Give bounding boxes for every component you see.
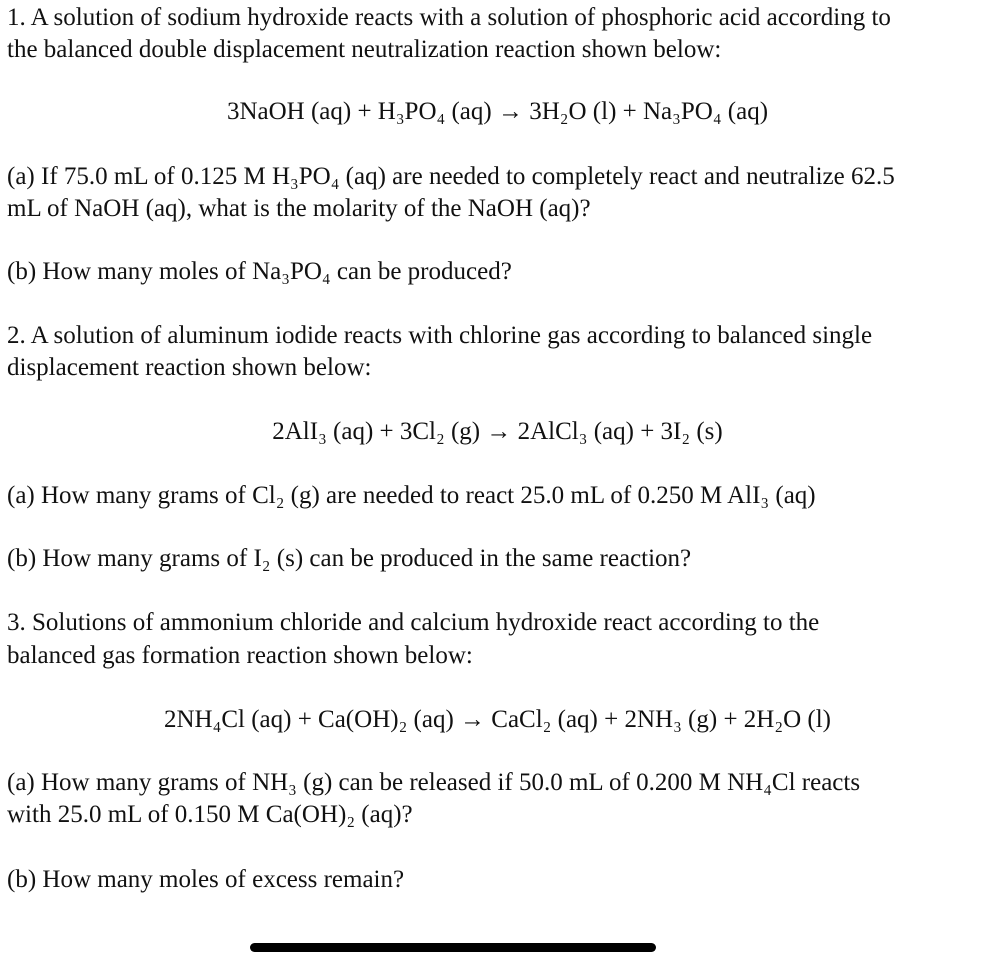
problem-1-part-a-line-1: (a) If 75.0 mL of 0.125 M H₃PO₄ (aq) are needed to completely react and neutralize 62.5 — [7, 163, 895, 190]
problem-2-equation: 2AlI₃ (aq) + 3Cl₂ (g) → 2AlCl₃ (aq) + 3I₂ (s) — [272, 418, 723, 445]
problem-1-intro-line-1: 1. A solution of sodium hydroxide reacts with a solution of phosphoric acid according to — [7, 4, 891, 31]
problem-2-part-b: (b) How many grams of I₂ (s) can be produced in the same reaction? — [7, 545, 692, 572]
problem-2-intro-line-2: displacement reaction shown below: — [7, 354, 372, 381]
problem-1-equation: 3NaOH (aq) + H₃PO₄ (aq) → 3H₂O (l) + Na₃PO₄ (aq) — [226, 98, 769, 125]
problem-3-part-a-line-2: with 25.0 mL of 0.150 M Ca(OH)₂ (aq)? — [7, 801, 413, 828]
problem-3-intro-line-2: balanced gas formation reaction shown below: — [7, 642, 473, 669]
problem-3-intro-line-1: 3. Solutions of ammonium chloride and calcium hydroxide react according to the — [7, 609, 820, 636]
problem-2-intro-line-1: 2. A solution of aluminum iodide reacts with chlorine gas according to balanced single — [7, 322, 873, 349]
problem-3-equation: 2NH₄Cl (aq) + Ca(OH)₂ (aq) → CaCl₂ (aq) + 2NH₃ (g) + 2H₂O (l) — [164, 706, 831, 733]
problem-3-part-a-line-1: (a) How many grams of NH₃ (g) can be released if 50.0 mL of 0.200 M NH₄Cl reacts — [7, 769, 861, 796]
problem-3-part-b: (b) How many moles of excess remain? — [7, 866, 405, 893]
problem-1-intro-line-2: the balanced double displacement neutralization reaction shown below: — [7, 36, 722, 63]
problem-2-part-a: (a) How many grams of Cl₂ (g) are needed to react 25.0 mL of 0.250 M AlI₃ (aq) — [7, 482, 816, 509]
problem-1-part-a-line-2: mL of NaOH (aq), what is the molarity of the NaOH (aq)? — [7, 195, 591, 222]
problem-1-part-b: (b) How many moles of Na₃PO₄ can be produced? — [7, 258, 512, 285]
home-indicator-bar[interactable] — [250, 943, 656, 952]
